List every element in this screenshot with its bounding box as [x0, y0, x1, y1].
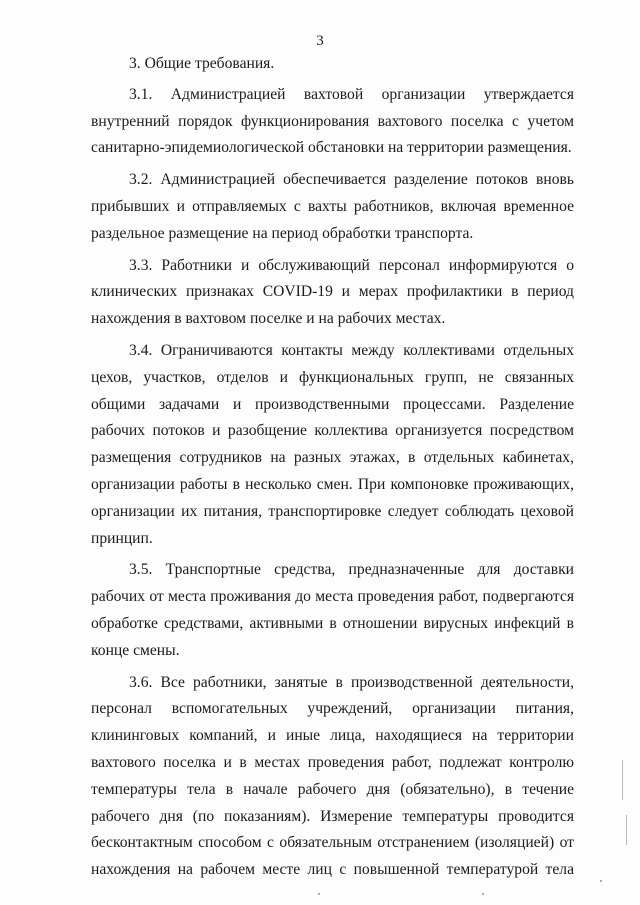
section-heading: 3. Общие требования. [129, 55, 275, 72]
paragraph-3-3: 3.3. Работники и обслуживающий персонал информируются о клинических признаках COVID-19 и мерах профилактики в период нахождения в вахтовом поселке и на рабочих местах. [91, 256, 574, 328]
paragraph-3-4: 3.4. Ограничиваются контакты между коллективами отдельных цехов, участков, отделов и функциональных групп, не связанных общими задачами и производственными процессами. Разделение рабочих потоков и разобщение коллектива организуется посредством размещения сотрудников на разных этажах, в отдельных кабинетах, организации работы в несколько смен. При компоновке проживающих, организации их питания, транспортировке следует соблюдать цеховой принцип. [91, 341, 574, 547]
page-number: 3 [316, 33, 324, 49]
scan-dot [482, 893, 484, 895]
paragraph-3-1: 3.1. Администрацией вахтовой организации утверждается внутренний порядок функционирования вахтового поселка с учетом санитарно-эпидемиологической обстановки на территории размещения. [91, 85, 574, 157]
scan-dot [318, 893, 320, 895]
document-body [91, 51, 574, 889]
scan-dot [600, 880, 602, 882]
scan-edge-mark [622, 760, 623, 800]
paragraph-3-5: 3.5. Транспортные средства, предназначенные для доставки рабочих от места проживания до места проведения работ, подвергаются обработке средствами, активными в отношении вирусных инфекций в конце смены. [91, 561, 574, 659]
scan-edge-mark [626, 815, 627, 845]
paragraph-3-6: 3.6. Все работники, занятые в производственной деятельности, персонал вспомогательных учреждений, организации питания, клининговых компаний, и иные лица, находящиеся на территории вахтового поселка и в местах проведения работ, подлежат контролю температуры тела в начале рабочего дня (обязательно), в течение рабочего дня (по показаниям). Измерение температуры проводится бесконтактным способом с обязательным отстранением (изоляцией) от нахождения на рабочем месте лиц с повышенной температурой тела [91, 673, 574, 879]
paragraph-3-2: 3.2. Администрацией обеспечивается разделение потоков вновь прибывших и отправляемых с вахты работников, включая временное раздельное размещение на период обработки транспорта. [91, 171, 574, 242]
